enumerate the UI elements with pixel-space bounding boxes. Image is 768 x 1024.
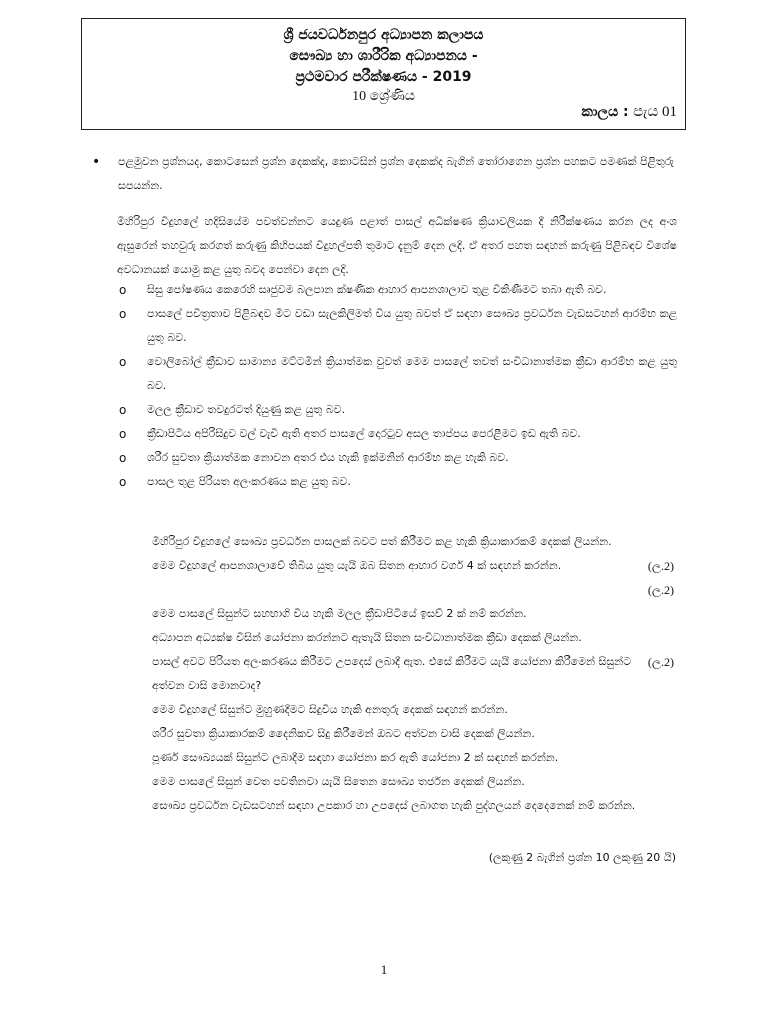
circle-bullet-icon: o xyxy=(119,307,127,321)
page-number: 1 xyxy=(380,962,388,977)
question-item: මෙම පාසලේ සිසුන්ට සහභාගි විය හැකි මලල ක්‍රීඩාපිටියේ ඉසව් 2 ක් නම් කරන්න. xyxy=(152,607,527,620)
circle-bullet-icon: o xyxy=(119,355,127,369)
marks-label: (ල.2) xyxy=(647,655,674,669)
list-item: o මලල ක්‍රීඩාව තවදුරටත් දියුණු කළ යුතු බව. xyxy=(117,398,677,422)
grade-label: 10 ශ්‍රේණිය xyxy=(352,89,415,104)
question-list xyxy=(152,530,674,818)
scenario-paragraph: මිහිරිපුර විදුහලේ හදිසියේම පවත්වන්නට යෙදුණ පළාත් පාසල් අධීක්ෂණ ක්‍රියාවලියක දී නිරීක්ෂණය කරන ලද අංශ ඇසුරෙන් තහවුරු කරගත් කරුණු කිහිපයක් විදුහල්පති තුමාට දැනුම් දෙන ලදි. ඒ අතර පහත සඳහන් කරුණු පිළිබඳව විශේෂ අවධානයක් යොමු කළ යුතු බවද පෙන්වා දෙන ලදි. xyxy=(117,215,677,276)
recommendation-list xyxy=(117,278,677,494)
question-item: (ල.2) අධ්‍යාපන අධ්‍යක්ෂ විසින් යෝජනා කරන්නට ඇතැයි සිතන සංවිධානාත්මක ක්‍රීඩා දෙකක් ලියන්න. xyxy=(152,626,674,650)
instructions xyxy=(92,150,677,198)
time-value: පැය 01 xyxy=(633,104,677,120)
question-item: මෙම විදුහලේ ආපනශාලාවේ තිබිය යුතු යැයි ඔබ සිතන ආහාර වර්ග 4 ක් සඳහන් කරන්න. (ල.2) xyxy=(152,554,674,602)
circle-bullet-icon: o xyxy=(119,427,127,441)
list-item: o සිසු පෝෂණය කෙරෙහි සෘජුවම බලපාන ක්ෂණික ආහාර ආපනශාලාව තුළ විකිණීමට තබා ඇති බව. xyxy=(117,278,677,302)
marks-label: (ල.2) xyxy=(647,583,674,597)
circle-bullet-icon: o xyxy=(119,451,127,465)
subject-title: සෞඛ්‍ය හා ශාරීරික අධ්‍යාපනය - xyxy=(289,48,478,64)
circle-bullet-icon: o xyxy=(119,403,127,417)
exam-title: ප්‍රථමවාර පරීක්ෂණය - 2019 xyxy=(295,69,472,85)
time-allowed xyxy=(581,102,677,122)
question-item: පූර්ණ සෞඛ්‍යයක් සිසුන්ට ලබාදීම සඳහා යෝජනා කර ඇති යෝජනා 2 ක් සඳහන් කරන්න. xyxy=(152,751,559,764)
list-item: o ශරීර සුවතා ක්‍රියාත්මක නොවන අතර එය හැකි ඉක්මනින් ආරම්භ කළ හැකි බව. xyxy=(117,446,677,470)
instruction-text: පළමුවන ප්‍රශ්නයද, කොටසෙන් ප්‍රශ්න දෙකක්ද, කොටසින් ප්‍රශ්න දෙකක්ද බැගින් තෝරාගෙන ප්‍රශ්න පහකට පමණක් පිළිතුරු සපයන්න. xyxy=(118,155,675,192)
paper-header xyxy=(81,18,686,130)
circle-bullet-icon: o xyxy=(119,475,127,489)
question-item: ශරීර සුවතා ක්‍රියාකාරකම් දෛනිකව සිදු කිරීමෙන් ඔබට අත්වන වාසි දෙකක් ලියන්න. xyxy=(152,727,535,740)
circle-bullet-icon: o xyxy=(119,283,127,297)
zone-title: ශ්‍රී ජයවර්ධනපුර අධ්‍යාපන කලාපය xyxy=(283,27,484,43)
list-item: o වොලිබෝල් ක්‍රීඩාව සාමාන්‍ය මට්ටමින් ක්‍රියාත්මක වුවත් මෙම පාසලේ තවත් සංවිධානාත්මක ක්‍රීඩා ආරම්භ කළ යුතු බව. xyxy=(117,350,677,398)
question-item: මෙම විදුහලේ සිසුන්ට මුහුණදීමට සිදුවිය හැකි අනතුරු දෙකක් සඳහන් කරන්න. xyxy=(152,703,508,716)
marks-summary: (ලකුණු 2 බැගින් ප්‍රශ්න 10 ලකුණු 20 යි) xyxy=(488,851,676,864)
list-item: o ක්‍රීඩාපිටිය අපිරිසිදුව වල් වැවී ඇති අතර පාසලේ දොරටුව අසල තාප්පය පෙරළීමට ඉඩ ඇති බව. xyxy=(117,422,677,446)
question-item: මෙම පාසලේ සිසුන් වෙත පවතිනවා යැයි සිතෙන සෞඛ්‍ය තර්ජන දෙකක් ලියන්න. xyxy=(152,775,525,788)
time-label: කාලය : xyxy=(581,104,629,120)
list-item: o පාසල තුළ පිරියත අලංකරණය කළ යුතු බව. xyxy=(117,470,677,494)
list-item: o පාසලේ පවිත්‍රතාව පිළිබඳව මීට වඩා සැලකිලිමත් විය යුතු බවත් ඒ සඳහා සෞඛ්‍ය ප්‍රවර්ධන වැඩසටහන් ආරම්භ කළ යුතු බව. xyxy=(117,302,677,350)
question-item: (ල.2) මිහිරිපුර විදුහලේ සෞඛ්‍ය ප්‍රවර්ධන පාසලක් බවට පත් කිරීමට කළ හැකි ක්‍රියාකාරකම් දෙකක් ලියන්න. xyxy=(152,530,674,554)
question-item: සෞඛ්‍ය ප්‍රවර්ධන වැඩසටහන් සඳහා උපකාර හා උපදෙස් ලබාගත හැකි පුද්ගලයන් දෙදෙනෙක් නම් කරන්න. xyxy=(152,799,636,812)
marks-label: (ල.2) xyxy=(647,559,674,573)
question-item: පාසල් අවට පිරියත අලංකරණය කිරීමට උපදෙස් ලබාදී ඇත. එසේ කිරීමට යැයි යෝජනා කිරීමෙන් සිසුන්ට අත්වන වාසි මොනවාද? xyxy=(152,655,632,692)
bullet-icon: • xyxy=(92,154,101,170)
